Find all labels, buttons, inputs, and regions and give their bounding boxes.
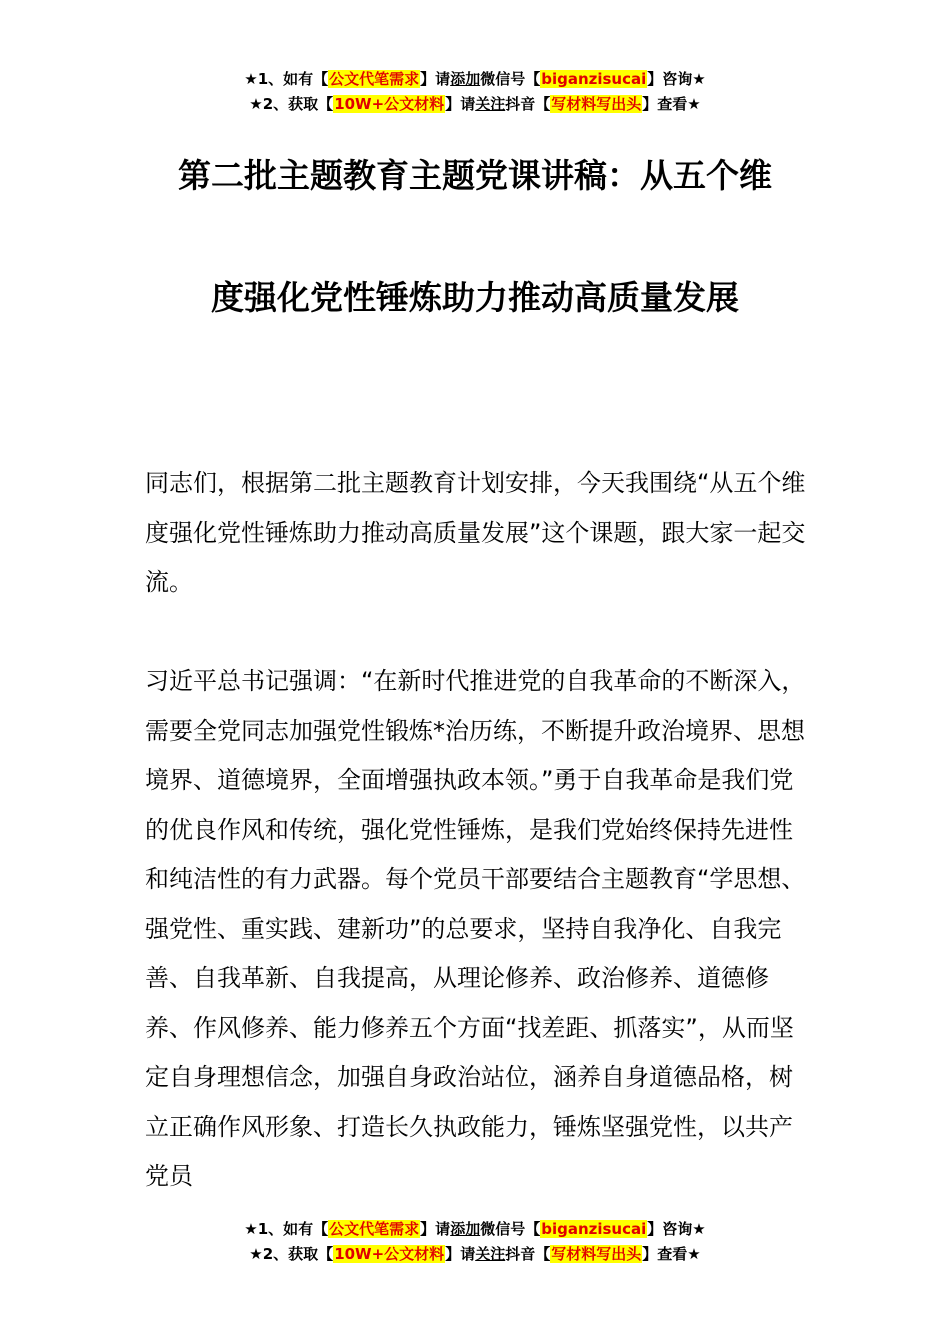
notice-text: 】请 — [445, 1245, 476, 1263]
notice-text: 】查看★ — [642, 1245, 701, 1263]
document-title-line-2: 度强化党性锤炼助力推动高质量发展 — [211, 278, 739, 317]
notice-text: 】请 — [445, 95, 476, 113]
body-paragraph-2 — [145, 657, 810, 1202]
notice-highlight: 10W+公文材料 — [334, 1245, 445, 1263]
notice-line-1 — [0, 67, 950, 92]
notice-line-2 — [0, 92, 950, 117]
header-notice — [0, 67, 950, 117]
notice-text: 】咨询★ — [647, 1220, 706, 1238]
paragraph-text: 习近平总书记强调：“在新时代推进党的自我革命的不断深入，需要全党同志加强党性锻炼*治历练，不断提升政治境界、思想境界、道德境界，全面增强执政本领。”勇于自我革命是我们党的优良作风和传统，强化党性锤炼，是我们党始终保持先进性和纯洁性的有力武器。每个党员干部要结合主题教育“学思想、强党性、重实践、建新功”的总要求，坚持自我净化、自我完善、自我革新、自我提高，从理论修养、政治修养、道德修养、作风修养、能力修养五个方面“找差距、抓落实”，从而坚定自身理想信念，加强自身政治站位，涵养自身道德品格，树立正确作风形象、打造长久执政能力，锤炼坚强党性，以共产党员 — [145, 667, 806, 1190]
notice-underlined: 添加 — [450, 1220, 481, 1238]
notice-underlined: 关注 — [475, 95, 506, 113]
notice-text: 】请 — [420, 1220, 451, 1238]
notice-text: ★2、获取【 — [249, 1245, 334, 1263]
footer-notice — [0, 1217, 950, 1267]
notice-text: 微信号【 — [480, 1220, 541, 1238]
body-paragraph-1 — [145, 459, 810, 608]
notice-text: 微信号【 — [480, 70, 541, 88]
notice-line-1 — [0, 1217, 950, 1242]
notice-highlight: 写材料写出头 — [551, 1245, 642, 1263]
notice-highlight: 公文代笔需求 — [329, 1220, 420, 1238]
notice-highlight: biganzisucai — [541, 1220, 647, 1238]
notice-text: ★2、获取【 — [249, 95, 334, 113]
notice-highlight: 写材料写出头 — [551, 95, 642, 113]
notice-highlight: biganzisucai — [541, 70, 647, 88]
notice-text: 抖音【 — [505, 95, 551, 113]
notice-underlined: 关注 — [475, 1245, 506, 1263]
notice-highlight: 10W+公文材料 — [334, 95, 445, 113]
notice-text: 】请 — [420, 70, 451, 88]
notice-text: ★1、如有【 — [244, 70, 329, 88]
notice-text: ★1、如有【 — [244, 1220, 329, 1238]
paragraph-text: 同志们，根据第二批主题教育计划安排，今天我围绕“从五个维度强化党性锤炼助力推动高质量发展”这个课题，跟大家一起交流。 — [145, 469, 806, 596]
notice-line-2 — [0, 1242, 950, 1267]
document-title-line-1: 第二批主题教育主题党课讲稿：从五个维 — [178, 156, 772, 195]
notice-highlight: 公文代笔需求 — [329, 70, 420, 88]
notice-underlined: 添加 — [450, 70, 481, 88]
notice-text: 】咨询★ — [647, 70, 706, 88]
notice-text: 抖音【 — [505, 1245, 551, 1263]
notice-text: 】查看★ — [642, 95, 701, 113]
